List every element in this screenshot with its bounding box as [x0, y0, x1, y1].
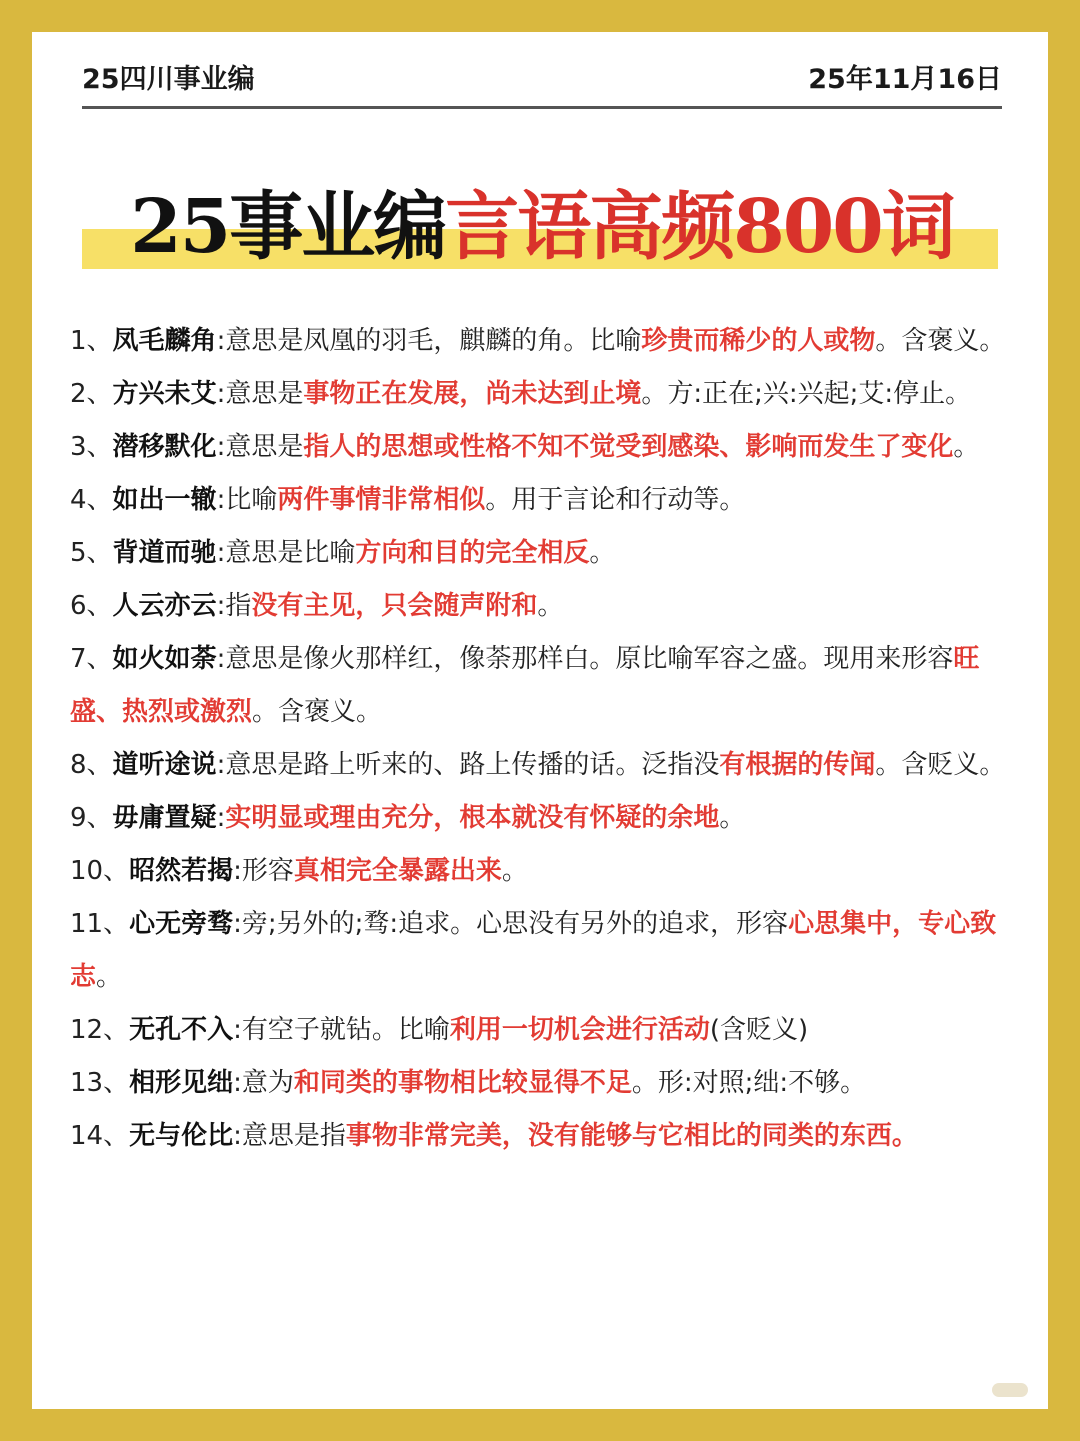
item-term: 道听途说 [112, 750, 217, 780]
list-item [70, 792, 1015, 845]
header-date: 25年11月16日 [808, 64, 1002, 95]
item-text: 比喻 [225, 485, 278, 515]
item-separator: : [216, 485, 226, 515]
page-title [82, 177, 1002, 277]
item-term: 昭然若揭 [129, 856, 234, 886]
item-term: 无孔不入 [129, 1015, 234, 1045]
item-text: 。含贬义。 [875, 750, 1006, 780]
item-text: 指 [225, 591, 252, 621]
item-number: 11、 [70, 909, 130, 939]
item-text: 意思是路上听来的、路上传播的话。泛指没 [225, 750, 720, 780]
item-term: 心无旁骛 [129, 909, 234, 939]
item-separator: : [233, 1121, 242, 1151]
item-text: 旁;另外的;骛:追求。心思没有另外的追求，形容 [241, 909, 789, 939]
item-term: 如火如荼 [112, 644, 217, 674]
item-separator: : [216, 379, 226, 409]
watermark-badge [992, 1383, 1028, 1397]
list-item [70, 474, 1015, 527]
item-separator: : [216, 326, 226, 356]
item-highlight: 没有主见，只会随声附和 [251, 591, 538, 621]
list-item [70, 368, 1015, 421]
item-number: 3、 [70, 432, 113, 462]
item-highlight: 珍贵而稀少的人或物 [641, 326, 876, 356]
header-left-label: 25四川事业编 [82, 64, 255, 95]
item-highlight: 利用一切机会进行活动 [449, 1015, 710, 1045]
item-highlight: 事物非常完美，没有能够与它相比的同类的东西。 [345, 1121, 918, 1151]
item-text: 形容 [241, 856, 294, 886]
vocab-list [70, 315, 1015, 1163]
item-text: 。 [953, 432, 980, 462]
header-bar [82, 62, 1002, 109]
item-term: 背道而驰 [112, 538, 217, 568]
item-highlight: 实明显或理由充分，根本就没有怀疑的余地 [225, 803, 720, 833]
item-text: 。方:正在;兴:兴起;艾:停止。 [641, 379, 972, 409]
item-highlight: 旺盛、热烈或激烈 [70, 644, 980, 727]
item-term: 方兴未艾 [112, 379, 217, 409]
item-text: 意思是像火那样红，像荼那样白。原比喻军容之盛。现用来形容 [225, 644, 954, 674]
list-item [70, 633, 1015, 739]
item-text: 有空子就钻。比喻 [241, 1015, 450, 1045]
item-separator: : [216, 750, 226, 780]
item-text: 。形:对照;绌:不够。 [631, 1068, 867, 1098]
list-item [70, 1110, 1015, 1163]
item-term: 潜移默化 [112, 432, 217, 462]
item-text: 意思是凤凰的羽毛，麒麟的角。比喻 [225, 326, 642, 356]
list-item [70, 898, 1015, 1004]
item-highlight: 心思集中，专心致志 [70, 909, 997, 992]
list-item [70, 845, 1015, 898]
item-highlight: 指人的思想或性格不知不觉受到感染、影响而发生了变化 [303, 432, 954, 462]
item-separator: : [233, 1015, 242, 1045]
item-highlight: 有根据的传闻 [719, 750, 876, 780]
item-separator: : [233, 909, 242, 939]
item-number: 8、 [70, 750, 113, 780]
item-text: 意思是比喻 [225, 538, 356, 568]
item-highlight: 两件事情非常相似 [277, 485, 486, 515]
item-text: 。用于言论和行动等。 [485, 485, 746, 515]
item-number: 4、 [70, 485, 113, 515]
item-highlight: 事物正在发展，尚未达到止境 [303, 379, 642, 409]
item-term: 人云亦云 [112, 591, 217, 621]
list-item [70, 421, 1015, 474]
item-text: 。 [96, 962, 123, 992]
item-highlight: 方向和目的完全相反 [355, 538, 590, 568]
item-text: 。含褒义。 [252, 697, 383, 727]
item-text: 意思是 [225, 432, 304, 462]
item-separator: : [216, 432, 226, 462]
item-term: 如出一辙 [112, 485, 217, 515]
list-item [70, 527, 1015, 580]
item-highlight: 真相完全暴露出来 [293, 856, 502, 886]
title-part-black: 25事业编 [130, 184, 446, 270]
title-block [82, 177, 1002, 287]
list-item [70, 1057, 1015, 1110]
item-number: 1、 [70, 326, 113, 356]
item-text: 。 [719, 803, 746, 833]
item-separator: : [233, 1068, 242, 1098]
item-separator: : [216, 644, 226, 674]
list-item [70, 315, 1015, 368]
item-number: 9、 [70, 803, 113, 833]
item-number: 5、 [70, 538, 113, 568]
item-number: 13、 [70, 1068, 130, 1098]
item-number: 7、 [70, 644, 113, 674]
item-separator: : [233, 856, 242, 886]
item-number: 2、 [70, 379, 113, 409]
title-part-red: 言语高频800词 [445, 184, 954, 270]
list-item [70, 739, 1015, 792]
item-number: 10、 [70, 856, 130, 886]
item-text: 意思是 [225, 379, 304, 409]
item-term: 凤毛麟角 [112, 326, 217, 356]
item-number: 12、 [70, 1015, 130, 1045]
item-text: (含贬义) [709, 1015, 809, 1045]
list-item [70, 1004, 1015, 1057]
item-term: 毋庸置疑 [112, 803, 217, 833]
item-highlight: 和同类的事物相比较显得不足 [293, 1068, 632, 1098]
content-card [32, 32, 1048, 1409]
item-text: 意思是指 [241, 1121, 346, 1151]
item-text: 。含褒义。 [875, 326, 1006, 356]
item-separator: : [216, 803, 226, 833]
item-text: 。 [501, 856, 528, 886]
item-text: 。 [537, 591, 564, 621]
item-separator: : [216, 538, 226, 568]
item-separator: : [216, 591, 226, 621]
item-term: 相形见绌 [129, 1068, 234, 1098]
item-number: 6、 [70, 591, 113, 621]
item-term: 无与伦比 [129, 1121, 234, 1151]
item-number: 14、 [70, 1121, 130, 1151]
list-item [70, 580, 1015, 633]
item-text: 。 [589, 538, 616, 568]
item-text: 意为 [241, 1068, 294, 1098]
